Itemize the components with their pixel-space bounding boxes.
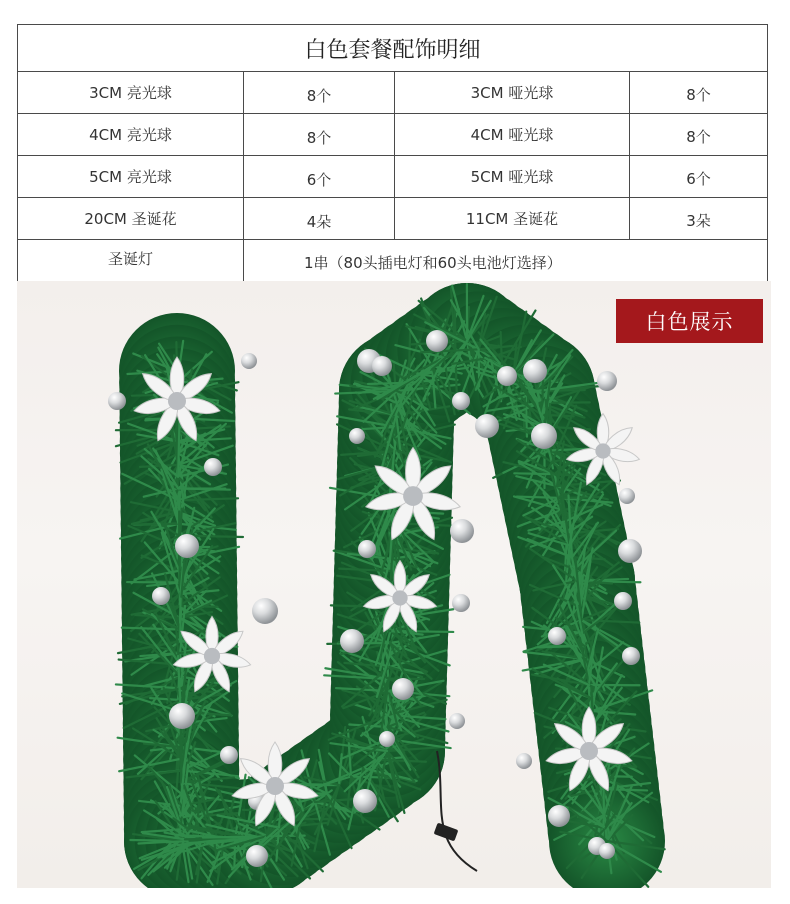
ornament-ball xyxy=(220,746,238,764)
product-photo xyxy=(17,281,771,888)
ornament-ball xyxy=(152,587,170,605)
item-quantity: 6个 xyxy=(630,156,768,198)
item-name: 4CM 亮光球 xyxy=(18,114,244,156)
item-name: 11CM 圣诞花 xyxy=(395,198,630,240)
ornament-ball xyxy=(452,392,470,410)
table-title: 白色套餐配饰明细 xyxy=(18,25,768,72)
ornament-ball xyxy=(108,392,126,410)
ornament-ball xyxy=(349,428,365,444)
ornament-ball xyxy=(548,805,570,827)
ornament-ball xyxy=(599,843,615,859)
garland-illustration xyxy=(17,281,771,888)
ornament-ball xyxy=(175,534,199,558)
ornament-ball xyxy=(619,488,635,504)
lights-name: 圣诞灯 xyxy=(18,240,244,284)
ornament-ball xyxy=(426,330,448,352)
table-row xyxy=(18,198,768,240)
ornament-ball xyxy=(450,519,474,543)
item-name: 5CM 哑光球 xyxy=(395,156,630,198)
ornament-ball xyxy=(204,458,222,476)
table-title-row xyxy=(18,25,768,72)
ornament-ball xyxy=(252,598,278,624)
ornament-ball xyxy=(449,713,465,729)
ornament-ball xyxy=(379,731,395,747)
table-row xyxy=(18,72,768,114)
ornament-ball xyxy=(358,540,376,558)
table-row xyxy=(18,156,768,198)
item-quantity: 3朵 xyxy=(630,198,768,240)
item-quantity: 8个 xyxy=(630,114,768,156)
ornament-ball xyxy=(614,592,632,610)
ornament-ball xyxy=(548,627,566,645)
ornament-ball xyxy=(516,753,532,769)
item-name: 3CM 亮光球 xyxy=(18,72,244,114)
ornament-ball xyxy=(392,678,414,700)
ornament-ball xyxy=(597,371,617,391)
item-quantity: 4朵 xyxy=(244,198,395,240)
ornament-ball xyxy=(340,629,364,653)
ornament-ball xyxy=(452,594,470,612)
ornament-ball xyxy=(353,789,377,813)
item-quantity: 8个 xyxy=(630,72,768,114)
item-name: 20CM 圣诞花 xyxy=(18,198,244,240)
item-quantity: 8个 xyxy=(244,114,395,156)
ornament-ball xyxy=(372,356,392,376)
ornament-ball xyxy=(622,647,640,665)
item-quantity: 6个 xyxy=(244,156,395,198)
light-wire xyxy=(434,751,477,871)
ornament-ball xyxy=(523,359,547,383)
ornament-ball xyxy=(241,353,257,369)
ornament-ball xyxy=(531,423,557,449)
white-display-badge: 白色展示 xyxy=(616,299,763,343)
item-name: 5CM 亮光球 xyxy=(18,156,244,198)
ornament-ball xyxy=(618,539,642,563)
lights-detail: 1串（80头插电灯和60头电池灯选择） xyxy=(244,240,768,284)
item-name: 3CM 哑光球 xyxy=(395,72,630,114)
ornament-ball xyxy=(169,703,195,729)
ornament-ball xyxy=(246,845,268,867)
ornament-ball xyxy=(497,366,517,386)
table-row-lights xyxy=(18,240,768,284)
item-quantity: 8个 xyxy=(244,72,395,114)
accessory-spec-table xyxy=(17,24,768,284)
table-row xyxy=(18,114,768,156)
item-name: 4CM 哑光球 xyxy=(395,114,630,156)
ornament-ball xyxy=(475,414,499,438)
